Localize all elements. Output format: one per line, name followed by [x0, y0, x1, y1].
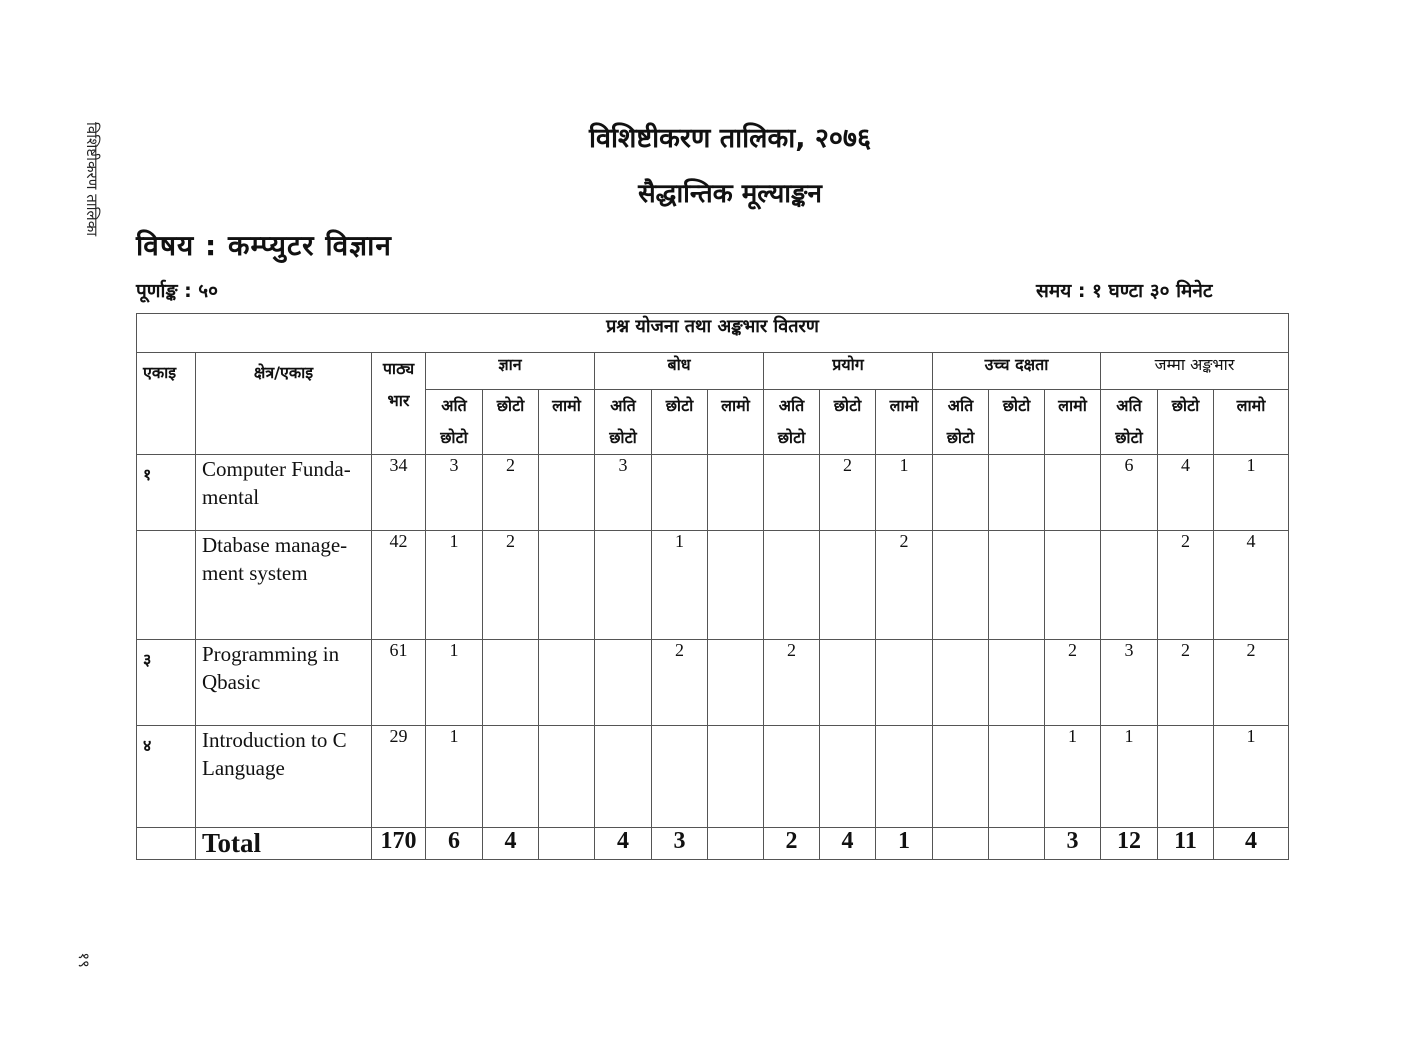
subheader-very-short-line2: छोटो	[777, 428, 806, 447]
cell-marks: 1	[1214, 726, 1289, 828]
page-number: १९	[74, 952, 93, 968]
cell-marks: 1	[426, 726, 483, 828]
subheader-long: लामो	[1045, 390, 1101, 455]
cell-marks	[1101, 531, 1158, 640]
cell-marks	[820, 726, 876, 828]
cell-marks: 4	[1214, 531, 1289, 640]
cell-marks	[933, 640, 989, 726]
cell-marks: 1	[426, 640, 483, 726]
cell-marks	[652, 726, 708, 828]
cell-marks	[933, 531, 989, 640]
cell-marks	[708, 726, 764, 828]
subheader-very-short-line2: छोटो	[609, 428, 637, 447]
header-area: क्षेत्र/एकाइ	[196, 353, 372, 455]
cell-marks	[1045, 531, 1101, 640]
total-row	[137, 828, 1289, 860]
cell-marks	[876, 726, 933, 828]
cell-unit	[137, 531, 196, 640]
total-label: Total	[196, 828, 372, 860]
subheader-very-short	[426, 390, 483, 455]
total-cell: 2	[764, 828, 820, 860]
cell-marks	[933, 726, 989, 828]
subheader-very-short-line1: अति	[947, 396, 974, 415]
subheader-short: छोटो	[989, 390, 1045, 455]
total-cell: 4	[820, 828, 876, 860]
document-title: विशिष्टीकरण तालिका, २०७६	[588, 123, 872, 154]
total-cell: 11	[1158, 828, 1214, 860]
subheader-short: छोटो	[483, 390, 539, 455]
total-cell	[933, 828, 989, 860]
total-weight: 170	[372, 828, 426, 860]
subheader-long: लामो	[708, 390, 764, 455]
cell-area-line1: Computer Funda-	[202, 457, 351, 481]
subheader-very-short-line2: छोटो	[946, 428, 975, 447]
table-row	[137, 640, 1289, 726]
subheader-long: लामो	[876, 390, 933, 455]
header-weight-line2: भार	[387, 391, 410, 410]
cell-marks: 1	[1045, 726, 1101, 828]
cell-unit-empty	[137, 828, 196, 860]
subheader-very-short-line1: अति	[1116, 396, 1142, 415]
table-row	[137, 726, 1289, 828]
cell-marks: 1	[426, 531, 483, 640]
total-cell	[539, 828, 595, 860]
cell-weight: 29	[372, 726, 426, 828]
cell-marks	[764, 726, 820, 828]
cell-marks: 1	[1101, 726, 1158, 828]
total-cell: 1	[876, 828, 933, 860]
header-weight-line1: पाठ्य	[382, 359, 415, 378]
full-marks: पूर्णाङ्क : ५०	[136, 280, 219, 302]
total-cell	[708, 828, 764, 860]
cell-marks: 2	[1214, 640, 1289, 726]
subheader-short: छोटो	[820, 390, 876, 455]
document-subtitle: सैद्धान्तिक मूल्याङ्कन	[638, 179, 822, 209]
cell-marks: 3	[595, 455, 652, 531]
subheader-very-short	[764, 390, 820, 455]
cell-area-line1: Introduction to C	[202, 728, 347, 752]
specification-grid-table	[136, 313, 1289, 860]
cell-area	[196, 726, 372, 828]
group-application: प्रयोग	[764, 353, 933, 390]
cell-unit: १	[137, 455, 196, 531]
cell-marks	[989, 455, 1045, 531]
cell-marks	[483, 640, 539, 726]
total-cell	[989, 828, 1045, 860]
cell-marks: 2	[652, 640, 708, 726]
cell-marks: 4	[1158, 455, 1214, 531]
group-knowledge: ज्ञान	[426, 353, 595, 390]
cell-marks: 2	[764, 640, 820, 726]
cell-area-line2: ment system	[202, 561, 308, 585]
cell-marks: 2	[876, 531, 933, 640]
cell-marks: 2	[483, 455, 539, 531]
cell-marks	[708, 455, 764, 531]
cell-marks: 1	[1214, 455, 1289, 531]
subheader-short: छोटो	[1158, 390, 1214, 455]
cell-marks: 2	[1158, 531, 1214, 640]
cell-area-line2: mental	[202, 485, 260, 509]
total-cell: 3	[652, 828, 708, 860]
cell-marks	[652, 455, 708, 531]
cell-marks	[595, 640, 652, 726]
subheader-very-short-line1: अति	[610, 396, 636, 415]
group-total-marks: जम्मा अङ्कभार	[1101, 353, 1289, 390]
cell-marks: 2	[1045, 640, 1101, 726]
cell-area	[196, 455, 372, 531]
cell-marks	[876, 640, 933, 726]
header-unit: एकाइ	[137, 353, 196, 455]
cell-marks: 2	[1158, 640, 1214, 726]
cell-marks	[539, 531, 595, 640]
cell-marks: 1	[652, 531, 708, 640]
total-cell: 4	[1214, 828, 1289, 860]
cell-marks	[708, 640, 764, 726]
cell-marks: 3	[1101, 640, 1158, 726]
cell-marks: 2	[483, 531, 539, 640]
cell-marks	[595, 531, 652, 640]
group-understanding: बोध	[595, 353, 764, 390]
total-cell: 4	[595, 828, 652, 860]
total-cell: 12	[1101, 828, 1158, 860]
cell-area	[196, 640, 372, 726]
cell-marks	[989, 640, 1045, 726]
cell-area-line2: Language	[202, 756, 285, 780]
cell-marks: 2	[820, 455, 876, 531]
cell-marks	[933, 455, 989, 531]
subheader-long: लामो	[539, 390, 595, 455]
cell-marks	[539, 455, 595, 531]
total-cell: 6	[426, 828, 483, 860]
cell-marks	[539, 640, 595, 726]
cell-weight: 34	[372, 455, 426, 531]
cell-marks	[764, 455, 820, 531]
cell-marks: 1	[876, 455, 933, 531]
cell-area-line2: Qbasic	[202, 670, 261, 694]
subheader-long: लामो	[1214, 390, 1289, 455]
subheader-short: छोटो	[652, 390, 708, 455]
header-weight	[372, 353, 426, 455]
side-running-title: विशिष्टीकरण तालिका	[83, 122, 101, 237]
cell-marks	[1045, 455, 1101, 531]
cell-marks	[483, 726, 539, 828]
table-row	[137, 531, 1289, 640]
cell-unit: ३	[137, 640, 196, 726]
group-higher-ability: उच्च दक्षता	[933, 353, 1101, 390]
subheader-very-short-line1: अति	[778, 396, 805, 415]
cell-area-line1: Programming in	[202, 642, 340, 666]
cell-marks	[820, 640, 876, 726]
table-caption: प्रश्न योजना तथा अङ्कभार वितरण	[137, 314, 1289, 353]
cell-unit: ४	[137, 726, 196, 828]
cell-marks	[989, 726, 1045, 828]
total-cell: 3	[1045, 828, 1101, 860]
total-cell: 4	[483, 828, 539, 860]
subheader-very-short-line2: छोटो	[440, 428, 468, 447]
cell-marks	[820, 531, 876, 640]
table-row	[137, 455, 1289, 531]
cell-marks	[764, 531, 820, 640]
cell-marks	[989, 531, 1045, 640]
cell-area-line1: Dtabase manage-	[202, 533, 348, 557]
cell-marks: 6	[1101, 455, 1158, 531]
cell-marks: 3	[426, 455, 483, 531]
subject-heading: विषय : कम्प्युटर विज्ञान	[136, 229, 392, 262]
cell-marks	[708, 531, 764, 640]
cell-weight: 42	[372, 531, 426, 640]
cell-area	[196, 531, 372, 640]
subheader-very-short-line1: अति	[441, 396, 467, 415]
exam-time: समय : १ घण्टा ३० मिनेट	[1036, 280, 1213, 302]
subheader-very-short	[595, 390, 652, 455]
cell-marks	[1158, 726, 1214, 828]
subheader-very-short	[1101, 390, 1158, 455]
cell-marks	[595, 726, 652, 828]
cell-weight: 61	[372, 640, 426, 726]
subheader-very-short	[933, 390, 989, 455]
cell-marks	[539, 726, 595, 828]
subheader-very-short-line2: छोटो	[1115, 428, 1143, 447]
